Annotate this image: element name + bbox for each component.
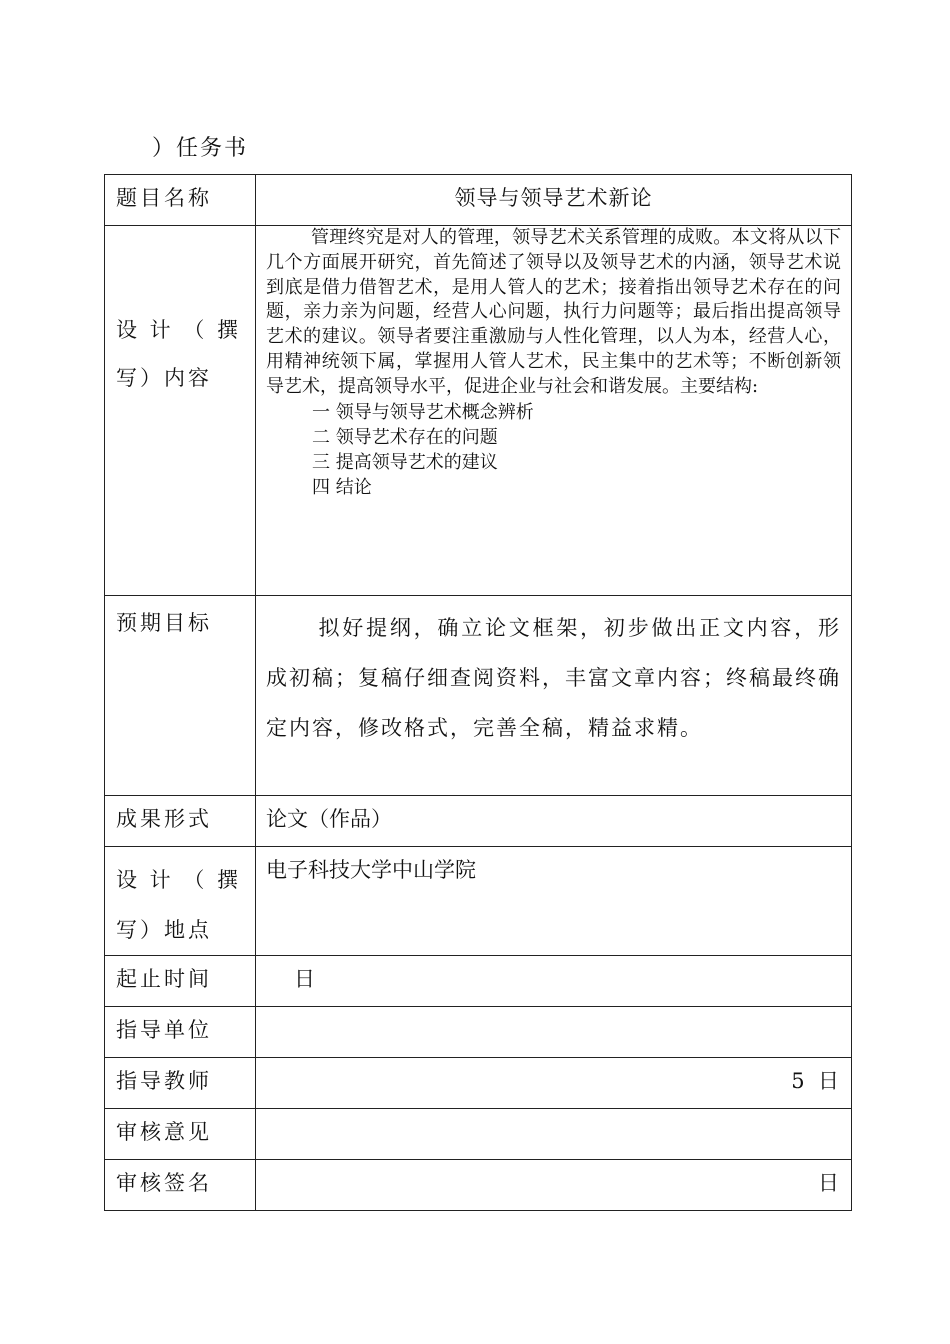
location-label-line1: 设 计 （ 撰 <box>116 868 242 892</box>
row-period <box>105 956 852 1007</box>
row-review-signature <box>105 1160 852 1211</box>
review-opinion-value <box>256 1109 851 1117</box>
outline-item: 三 提高领导艺术的建议 <box>312 451 498 473</box>
guide-teacher-value: 5 日 <box>791 1069 839 1093</box>
value-cell <box>256 847 852 956</box>
location-value: 电子科技大学中山学院 <box>266 858 476 882</box>
guide-unit-value <box>256 1007 851 1015</box>
row-goal <box>105 596 852 796</box>
label-cell <box>105 1109 256 1160</box>
label-cell <box>105 596 256 796</box>
value-cell <box>256 1109 852 1160</box>
label-cell <box>105 847 256 956</box>
task-form-table <box>104 174 852 1211</box>
content-outline <box>256 400 851 500</box>
content-label-line1: 设 计 （ 撰 <box>116 318 242 342</box>
outline-item: 四 结论 <box>312 476 372 498</box>
period-label: 起止时间 <box>116 967 212 991</box>
result-form-value: 论文（作品） <box>266 807 392 831</box>
row-location <box>105 847 852 956</box>
value-cell <box>256 596 852 796</box>
row-topic <box>105 175 852 226</box>
value-cell <box>256 1160 852 1211</box>
content-label-line2: 写）内容 <box>116 366 212 390</box>
outline-item: 一 领导与领导艺术概念辨析 <box>312 401 534 423</box>
goal-paragraph: 拟好提纲，确立论文框架，初步做出正文内容，形成初稿；复稿仔细查阅资料，丰富文章内容；终稿最终确定内容，修改格式，完善全稿，精益求精。 <box>266 616 841 740</box>
guide-unit-label: 指导单位 <box>116 1018 212 1042</box>
period-value: 日 <box>294 967 315 991</box>
location-label <box>105 847 255 955</box>
label-cell <box>105 1160 256 1211</box>
row-review-opinion <box>105 1109 852 1160</box>
label-cell <box>105 175 256 226</box>
label-cell <box>105 226 256 596</box>
row-guide-teacher <box>105 1058 852 1109</box>
row-guide-unit <box>105 1007 852 1058</box>
value-cell <box>256 956 852 1007</box>
review-signature-label: 审核签名 <box>116 1171 212 1195</box>
row-result-form <box>105 796 852 847</box>
label-cell <box>105 1007 256 1058</box>
label-cell <box>105 956 256 1007</box>
review-opinion-label: 审核意见 <box>116 1120 212 1144</box>
review-signature-value: 日 <box>818 1171 839 1195</box>
location-label-line2: 写）地点 <box>116 918 212 942</box>
document-title: ）任务书 <box>152 136 249 161</box>
goal-label: 预期目标 <box>116 611 212 635</box>
value-cell <box>256 175 852 226</box>
result-form-label: 成果形式 <box>116 807 212 831</box>
topic-value: 领导与领导艺术新论 <box>454 186 653 210</box>
guide-teacher-label: 指导教师 <box>116 1069 212 1093</box>
value-cell <box>256 796 852 847</box>
outline-item: 二 领导艺术存在的问题 <box>312 426 498 448</box>
value-cell <box>256 1007 852 1058</box>
value-cell <box>256 1058 852 1109</box>
label-cell <box>105 1058 256 1109</box>
label-cell <box>105 796 256 847</box>
content-label <box>105 226 255 402</box>
topic-label: 题目名称 <box>116 186 212 210</box>
value-cell <box>256 226 852 596</box>
row-content <box>105 226 852 596</box>
content-paragraph: 管理终究是对人的管理，领导艺术关系管理的成败。本文将从以下几个方面展开研究，首先简述了领导以及领导艺术的内涵，领导艺术说到底是借力借智艺术，是用人管人的艺术；接着指出领导艺术存在的问题，亲力亲为问题，经营人心问题，执行力问题等；最后指出提高领导艺术的建议。领导者要注重激励与人性化管理，以人为本，经营人心，用精神统领下属，掌握用人管人艺术，民主集中的艺术等；不断创新领导艺术，提高领导水平，促进企业与社会和谐发展。主要结构: <box>266 227 841 397</box>
